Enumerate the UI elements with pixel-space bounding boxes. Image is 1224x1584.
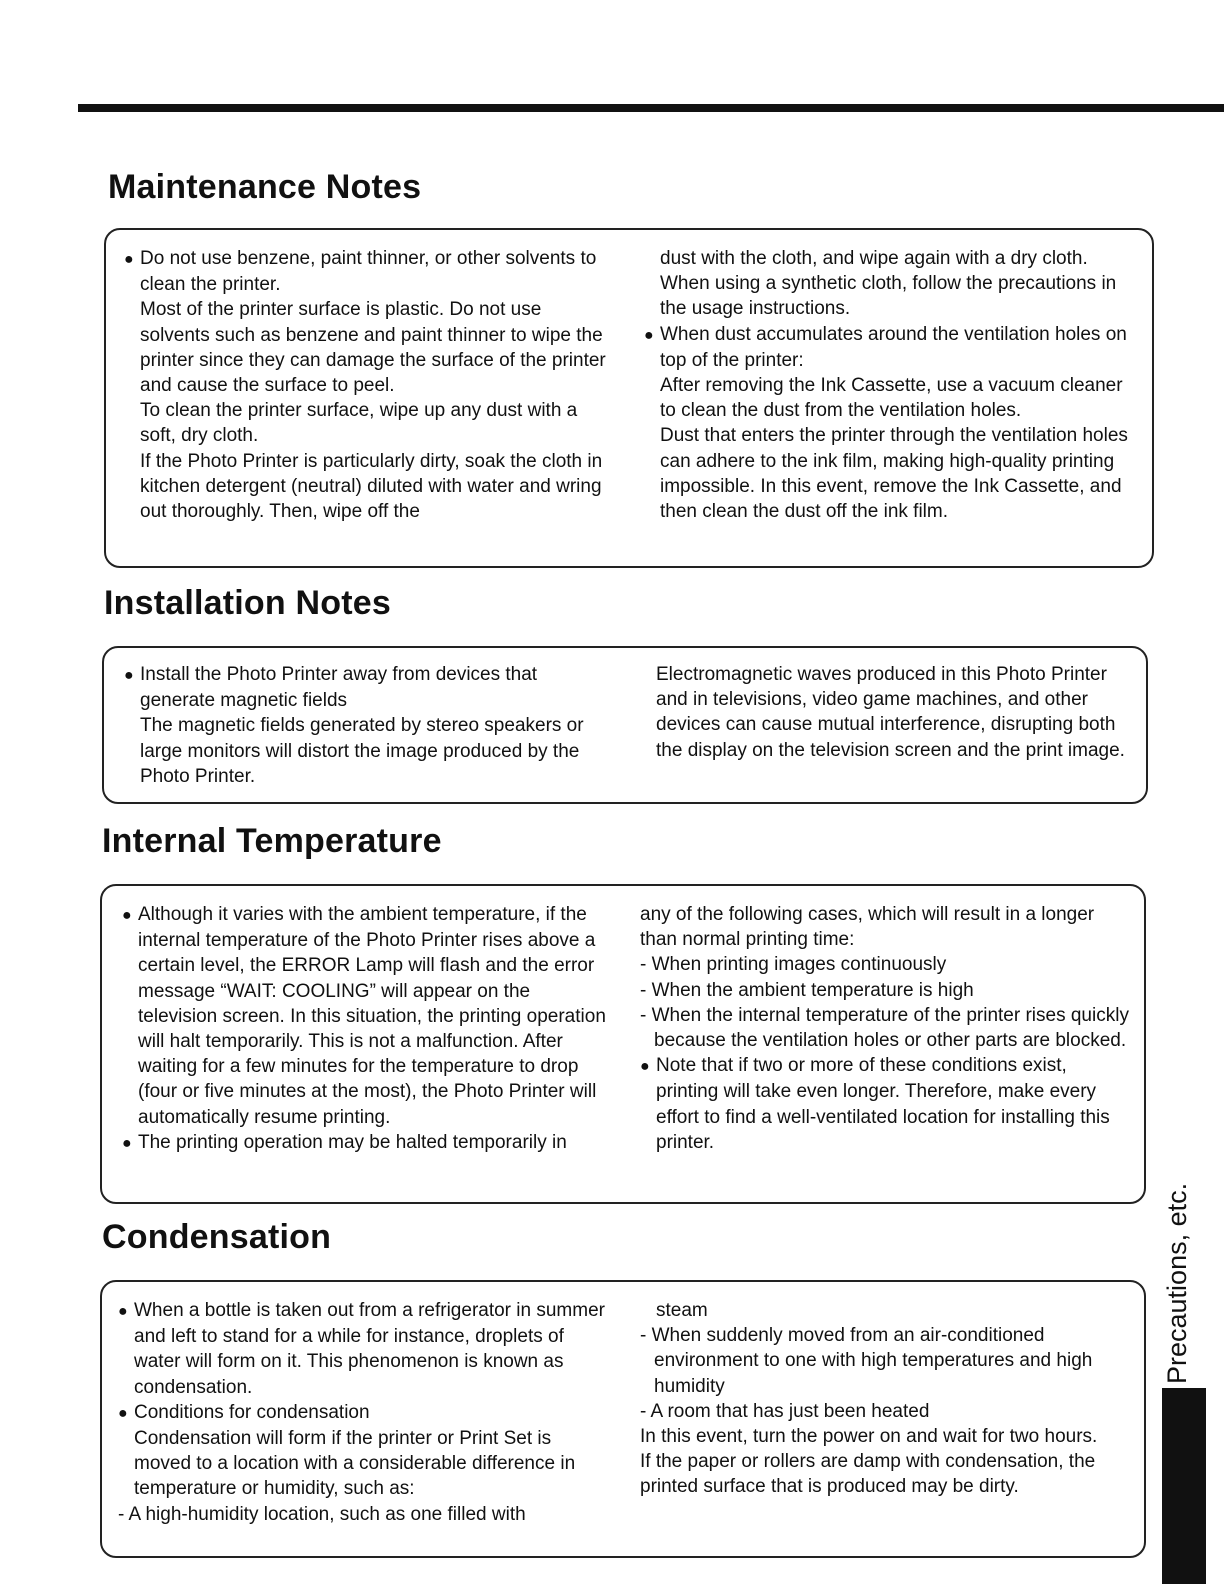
dash-item: - When the ambient temperature is high xyxy=(640,979,974,1001)
section-title-maintenance: Maintenance Notes xyxy=(108,168,422,206)
bullet-icon: ● xyxy=(122,907,132,924)
bullet-text: Although it varies with the ambient temperature, if the internal temperature of the Photo Printer rises above a certain level, the ERROR Lamp will flash and the error message “WAIT: COOLING” will appear on the television screen. In this situation, the printing operation will halt temporarily. This is not a malfunction. After waiting for a few minutes for the temperature to drop (four or five minutes at the most), the Photo Printer will automatically resume printing. xyxy=(138,904,606,1128)
section-title-temperature: Internal Temperature xyxy=(102,822,442,860)
paragraph: Most of the printer surface is plastic. Do not use solvents such as benzene and paint thinner to wipe the printer since they can damage the surface of the printer and cause the surface to peel. xyxy=(140,299,606,397)
paragraph: If the Photo Printer is particularly dirty, soak the cloth in kitchen detergent (neutral) diluted with water and wring out thoroughly. Then, wipe off the xyxy=(140,450,603,523)
paragraph: steam xyxy=(656,1300,708,1321)
paragraph: In this event, turn the power on and wait for two hours. xyxy=(640,1426,1098,1448)
installation-right-column xyxy=(656,662,1130,763)
side-tab-label: Precautions, etc. xyxy=(1162,1182,1192,1384)
dash-item: - When suddenly moved from an air-conditioned environment to one with high temperatures and high humidity xyxy=(640,1325,1093,1397)
paragraph: dust with the cloth, and wipe again with a dry cloth. xyxy=(660,248,1088,269)
bullet-icon: ● xyxy=(122,1134,132,1152)
bullet-text: Do not use benzene, paint thinner, or other solvents to clean the printer. xyxy=(140,248,597,296)
paragraph: The magnetic fields generated by stereo speakers or large monitors will distort the image produced by the Photo Printer. xyxy=(140,715,584,787)
bullet-item xyxy=(124,246,608,297)
bullet-icon: ● xyxy=(640,1058,650,1076)
section-title-condensation: Condensation xyxy=(102,1218,332,1256)
dash-item: - A high-humidity location, such as one filled with xyxy=(118,1503,526,1525)
bullet-item xyxy=(118,1400,610,1426)
bullet-icon: ● xyxy=(644,326,654,344)
paragraph: After removing the Ink Cassette, use a vacuum cleaner to clean the dust from the ventilation holes. xyxy=(660,375,1123,422)
bullet-icon: ● xyxy=(118,1303,128,1320)
paragraph: To clean the printer surface, wipe up any dust with a soft, dry cloth. xyxy=(140,400,578,447)
paragraph: Condensation will form if the printer or Print Set is moved to a location with a considerable difference in temperature or humidity, such as: xyxy=(134,1428,576,1500)
dash-item: - When the internal temperature of the printer rises quickly because the ventilation holes or other parts are blocked. xyxy=(640,1004,1129,1052)
bullet-icon: ● xyxy=(118,1404,128,1422)
bullet-icon: ● xyxy=(124,251,134,268)
bullet-text: When a bottle is taken out from a refrigerator in summer and left to stand for a while for instance, droplets of water will form on it. This phenomenon is known as condensation. xyxy=(134,1300,605,1398)
bullet-item xyxy=(640,1053,1132,1155)
maintenance-left-column xyxy=(124,246,608,524)
temperature-right-column xyxy=(640,902,1132,1155)
paragraph: any of the following cases, which will result in a longer than normal printing time: xyxy=(640,904,1095,951)
bullet-item xyxy=(118,1298,610,1400)
bullet-item xyxy=(124,662,610,713)
bullet-text: When dust accumulates around the ventilation holes on top of the printer: xyxy=(660,323,1127,371)
bullet-item xyxy=(122,902,614,1130)
installation-left-column xyxy=(124,662,610,789)
bullet-text: The printing operation may be halted temporarily in xyxy=(138,1131,567,1153)
bullet-text: Conditions for condensation xyxy=(134,1401,370,1423)
bullet-text: Install the Photo Printer away from devices that generate magnetic fields xyxy=(140,664,538,712)
paragraph: Electromagnetic waves produced in this Photo Printer and in televisions, video game machines, and other devices can cause mutual interference, disrupting both the display on the television screen and the print image. xyxy=(656,664,1125,761)
paragraph: When using a synthetic cloth, follow the precautions in the usage instructions. xyxy=(660,273,1117,320)
paragraph: If the paper or rollers are damp with condensation, the printed surface that is produced may be dirty. xyxy=(640,1451,1096,1498)
section-title-installation: Installation Notes xyxy=(104,584,391,622)
side-tab-marker xyxy=(1162,1388,1206,1584)
dash-item: - A room that has just been heated xyxy=(640,1400,930,1422)
bullet-item xyxy=(122,1130,614,1156)
paragraph: Dust that enters the printer through the ventilation holes can adhere to the ink film, making high-quality printing impossible. In this event, remove the Ink Cassette, and then clean the dust off the ink film. xyxy=(660,425,1128,523)
bullet-item xyxy=(644,322,1136,373)
condensation-left-column xyxy=(118,1298,610,1527)
dash-item: - When printing images continuously xyxy=(640,954,947,976)
bullet-text: Note that if two or more of these conditions exist, printing will take even longer. Therefore, make every effort to find a well-ventilated location for installing this printer. xyxy=(656,1055,1110,1153)
bullet-icon: ● xyxy=(124,667,134,684)
condensation-right-column xyxy=(640,1298,1136,1500)
top-rule xyxy=(78,104,1224,112)
temperature-left-column xyxy=(122,902,614,1156)
maintenance-right-column xyxy=(644,246,1136,524)
